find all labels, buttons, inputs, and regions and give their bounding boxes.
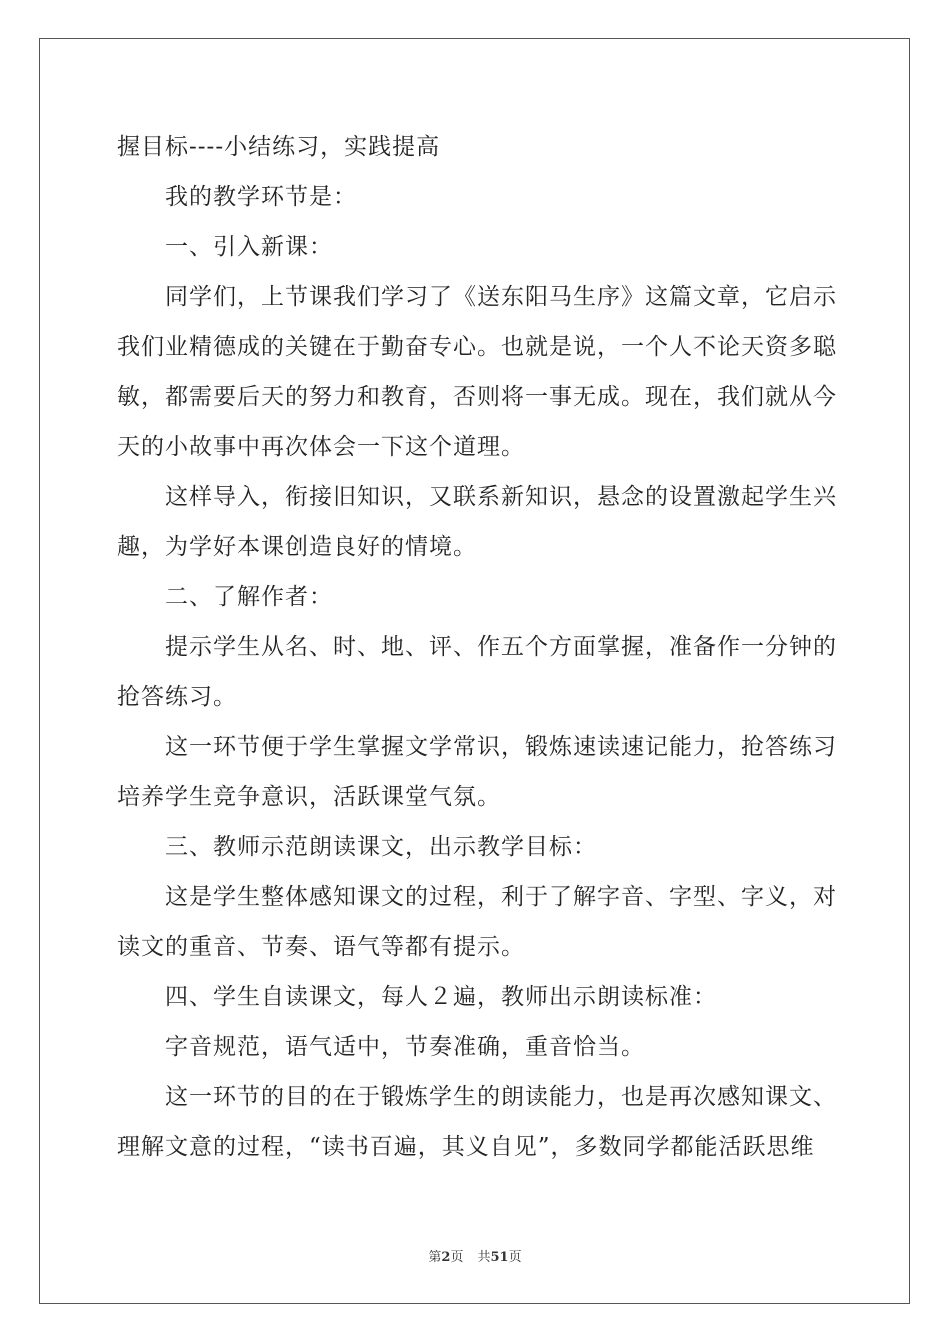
paragraph-1: 握目标----小结练习，实践提高	[117, 134, 441, 160]
paragraph-5: 提示学生从名、时、地、评、作五个方面掌握，准备作一分钟的抢答练习。	[117, 634, 837, 710]
paragraph-9: 这一环节的目的在于锻炼学生的朗读能力，也是再次感知课文、理解文意的过程，“读书百遍，其义自见”，多数同学都能活跃思维	[117, 1084, 837, 1160]
page-footer	[0, 1246, 950, 1265]
paragraph-4: 这样导入，衔接旧知识，又联系新知识，悬念的设置激起学生兴趣，为学好本课创造良好的情境。	[117, 484, 837, 560]
paragraph-3: 同学们，上节课我们学习了《送东阳马生序》这篇文章，它启示我们业精德成的关键在于勤奋专心。也就是说，一个人不论天资多聪敏，都需要后天的努力和教育，否则将一事无成。现在，我们就从今天的小故事中再次体会一下这个道理。	[117, 284, 837, 460]
page-number: 2	[441, 1250, 451, 1265]
section-heading-3: 三、教师示范朗读课文，出示教学目标：	[165, 834, 597, 860]
page-prefix: 第	[428, 1250, 442, 1265]
section-heading-1: 一、引入新课：	[165, 234, 333, 260]
section-heading-2: 二、了解作者：	[165, 584, 333, 610]
total-prefix: 共	[477, 1250, 491, 1265]
paragraph-2: 我的教学环节是：	[165, 184, 357, 210]
paragraph-6: 这一环节便于学生掌握文学常识，锻炼速读速记能力，抢答练习培养学生竞争意识，活跃课堂气氛。	[117, 734, 837, 810]
paragraph-7: 这是学生整体感知课文的过程，利于了解字音、字型、字义，对读文的重音、节奏、语气等都有提示。	[117, 884, 837, 960]
page-suffix: 页	[450, 1250, 464, 1265]
document-body	[117, 122, 837, 1172]
paragraph-8: 字音规范，语气适中，节奏准确，重音恰当。	[165, 1034, 645, 1060]
total-suffix: 页	[508, 1250, 522, 1265]
total-pages: 51	[490, 1250, 509, 1265]
section-heading-4: 四、学生自读课文，每人２遍，教师出示朗读标准：	[165, 984, 717, 1010]
